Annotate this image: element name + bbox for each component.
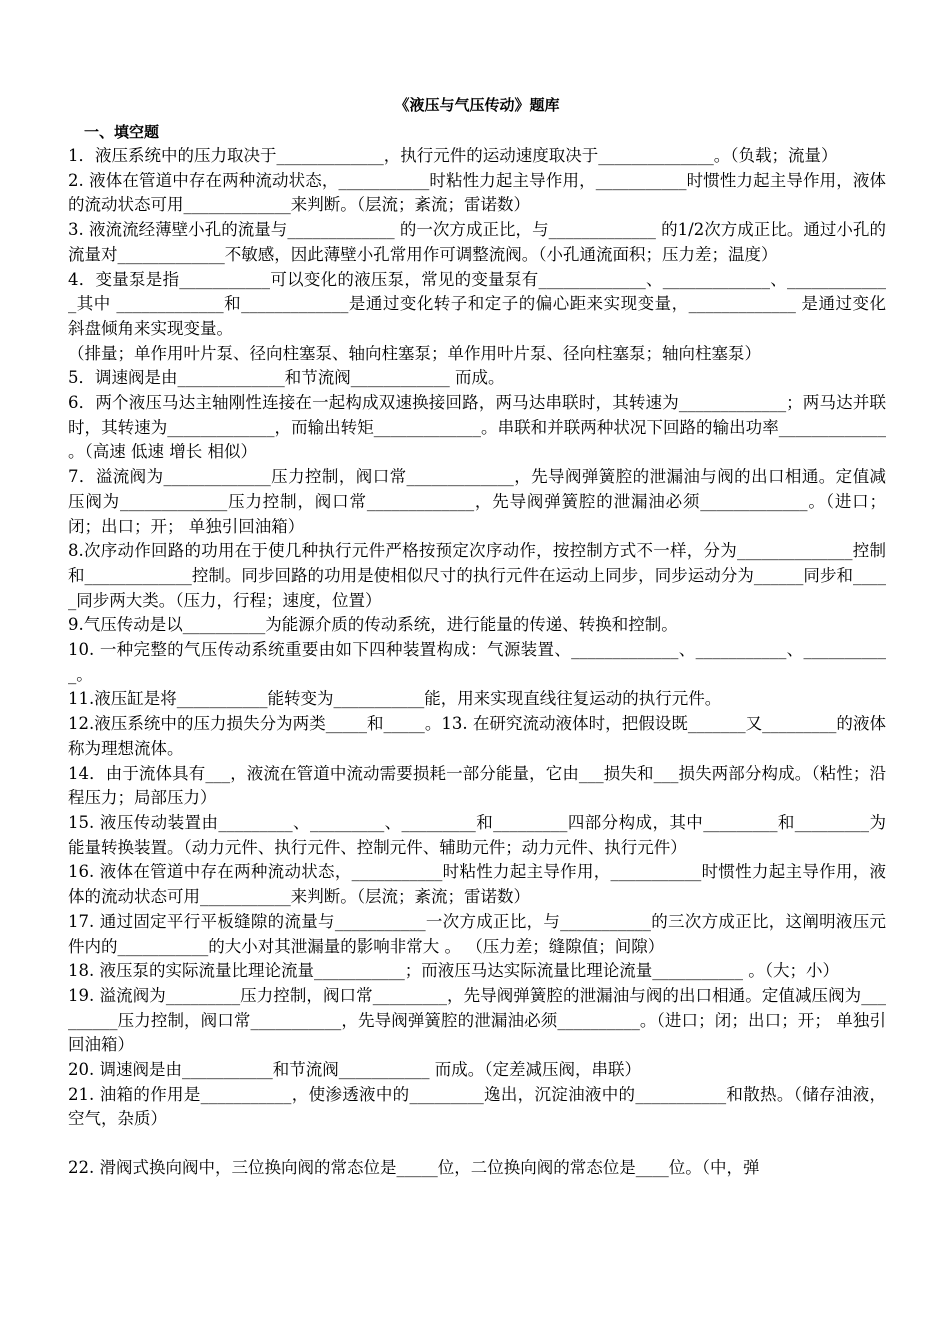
question-7: 7．溢流阀为_____________压力控制，阀口常_____________，先导阀弹簧腔的泄漏油与阀的出口相通。定值减压阀为_____________压力控制，阀口常_____________，先导阀弹簧腔的泄漏油必须_____________。（进口；闭；出口；开； 单独引回油箱） xyxy=(68,467,886,536)
question-4-answer: （排量；单作用叶片泵、径向柱塞泵、轴向柱塞泵；单作用叶片泵、径向柱塞泵；轴向柱塞泵） xyxy=(68,343,761,363)
question-21: 21. 油箱的作用是___________，使渗透液中的_________逸出，沉淀油液中的___________和散热。（储存油液，空气，杂质） xyxy=(68,1084,886,1129)
question-9: 9.气压传动是以__________为能源介质的传动系统，进行能量的传递、转换和控制。 xyxy=(68,615,678,635)
question-17: 17. 通过固定平行平板缝隙的流量与___________一次方成正比，与___________的三次方成正比，这阐明液压元件内的___________的大小对其泄漏量的影响非常大 。 （压力差；缝隙值；间隙） xyxy=(68,911,886,956)
paragraph-gap xyxy=(68,1132,886,1156)
question-18: 18. 液压泵的实际流量比理论流量___________；而液压马达实际流量比理论流量___________ 。（大；小） xyxy=(68,961,839,981)
question-15: 15. 液压传动装置由_________、_________、_________和_________四部分构成，其中_________和_________为能量转换装置。（动力元件、执行元件、控制元件、辅助元件；动力元件、执行元件） xyxy=(68,812,886,857)
question-6: 6．两个液压马达主轴刚性连接在一起构成双速换接回路，两马达串联时，其转速为_____________；两马达并联时，其转速为_____________，而输出转矩_____________。串联和并联两种状况下回路的输出功率_____________ 。（高速 低速 增长 相似） xyxy=(68,393,886,462)
question-4: 4．变量泵是指___________可以变化的液压泵，常见的变量泵有_____________、_____________、_____________其中 _____________和_____________是通过变化转子和定子的偏心距来实现变量，_____________ 是通过变化斜盘倾角来实现变量。 xyxy=(68,269,886,338)
question-22: 22. 滑阀式换向阀中，三位换向阀的常态位是_____位，二位换向阀的常态位是____位。（中，弹 xyxy=(68,1158,760,1178)
question-19: 19. 溢流阀为_________压力控制，阀口常_________，先导阀弹簧腔的泄漏油与阀的出口相通。定值减压阀为_________压力控制，阀口常___________，先导阀弹簧腔的泄漏油必须__________。（进口；闭；出口；开； 单独引回油箱） xyxy=(68,985,886,1055)
question-5: 5．调速阀是由_____________和节流阀____________ 而成。 xyxy=(68,368,505,388)
question-12-13: 12.液压系统中的压力损失分为两类_____和_____。13. 在研究流动液体时，把假设既_______又_________的液体称为理想流体。 xyxy=(68,714,886,758)
document-page xyxy=(68,92,886,1181)
question-16: 16. 液体在管道中存在两种流动状态，___________时粘性力起主导作用，___________时惯性力起主导作用，液体的流动状态可用___________来判断。（层流；紊流；雷诺数） xyxy=(68,862,886,907)
question-8: 8.次序动作回路的功用在于使几种执行元件严格按预定次序动作，按控制方式不一样，分为______________控制和_____________控制。同步回路的功用是使相似尺寸的执行元件在运动上同步，同步运动分为______同步和_____同步两大类。（压力，行程；速度，位置） xyxy=(68,541,886,610)
section-heading: 一、填空题 xyxy=(84,123,160,141)
question-20: 20. 调速阀是由___________和节流阀___________ 而成。（定差减压阀，串联） xyxy=(68,1060,641,1080)
question-10: 10. 一种完整的气压传动系统重要由如下四种装置构成：气源装置、_____________、___________、___________。 xyxy=(68,640,886,684)
question-2: 2. 液体在管道中存在两种流动状态，___________时粘性力起主导作用，___________时惯性力起主导作用，液体的流动状态可用_____________来判断。（层流；紊流；雷诺数） xyxy=(68,170,886,215)
question-1: 1．液压系统中的压力取决于_____________，执行元件的运动速度取决于______________。（负载；流量） xyxy=(68,146,838,165)
document-title: 《液压与气压传动》题库 xyxy=(394,96,560,114)
question-14: 14．由于流体具有___，液流在管道中流动需要损耗一部分能量，它由___损失和___损失两部分构成。（粘性；沿程压力；局部压力） xyxy=(68,763,886,808)
question-3: 3. 液流流经薄壁小孔的流量与_____________ 的一次方成正比，与_____________ 的1/2次方成正比。通过小孔的流量对_____________不敏感，因此薄壁小孔常用作可调整流阀。（小孔通流面积；压力差；温度） xyxy=(68,220,886,264)
question-11: 11.液压缸是将___________能转变为___________能，用来实现直线往复运动的执行元件。 xyxy=(68,689,722,709)
